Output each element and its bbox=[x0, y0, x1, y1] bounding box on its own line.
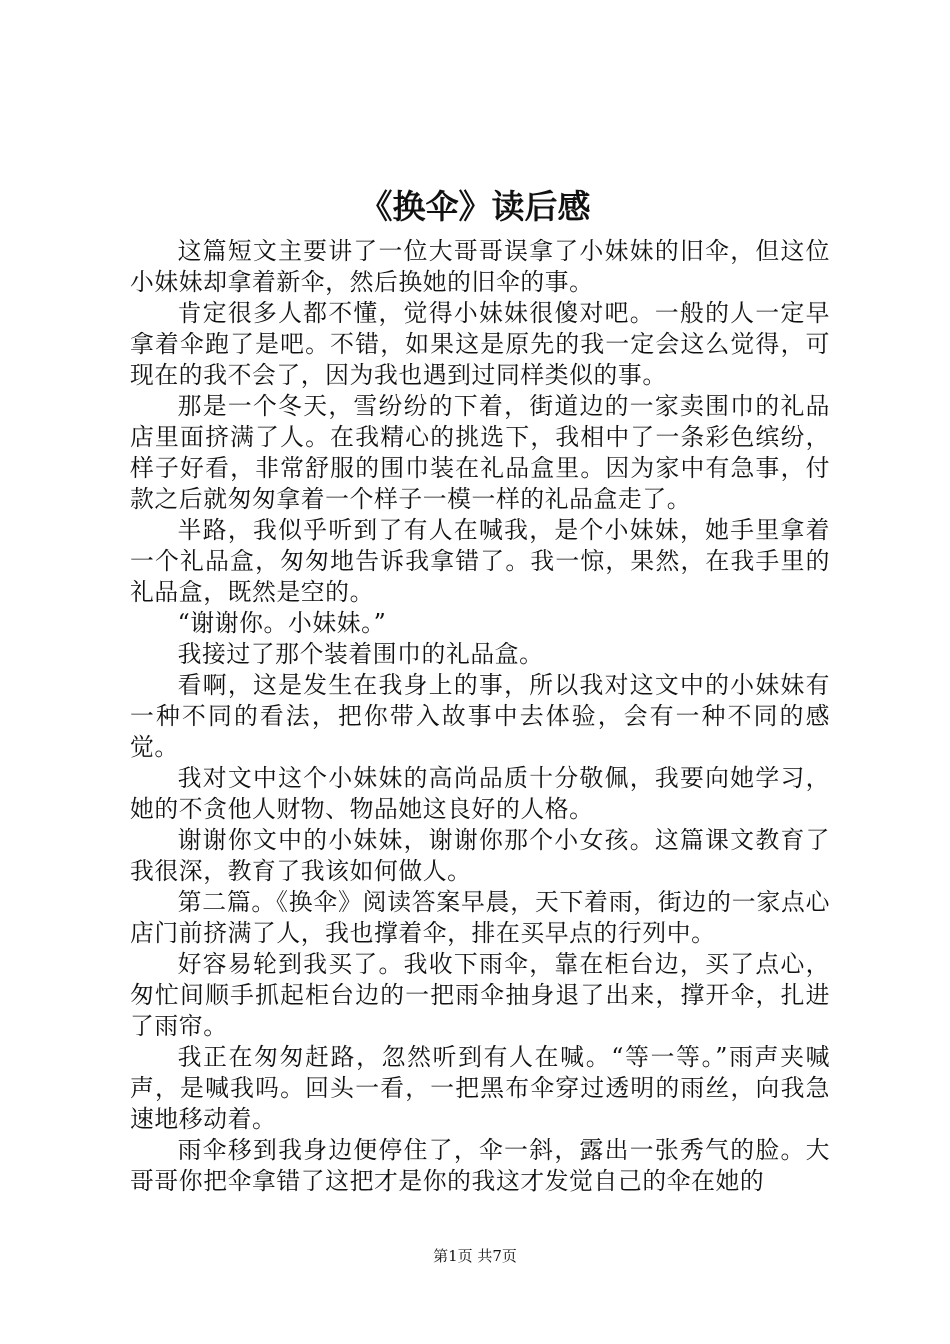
paragraph: 半路，我似乎听到了有人在喊我，是个小妹妹，她手里拿着一个礼品盒，匆匆地告诉我拿错了。我一惊，果然，在我手里的礼品盒，既然是空的。 bbox=[130, 516, 830, 606]
paragraph: 肯定很多人都不懂，觉得小妹妹很傻对吧。一般的人一定早拿着伞跑了是吧。不错，如果这是原先的我一定会这么觉得，可现在的我不会了，因为我也遇到过同样类似的事。 bbox=[130, 299, 830, 389]
paragraph: 好容易轮到我买了。我收下雨伞，靠在柜台边，买了点心，匆忙间顺手抓起柜台边的一把雨伞抽身退了出来，撑开伞，扎进了雨帘。 bbox=[130, 950, 830, 1040]
document-title: 《换伞》读后感 bbox=[359, 187, 591, 226]
paragraph: 我对文中这个小妹妹的高尚品质十分敬佩，我要向她学习，她的不贪他人财物、物品她这良好的人格。 bbox=[130, 764, 830, 823]
document-body bbox=[130, 236, 830, 1197]
paragraph: 谢谢你文中的小妹妹，谢谢你那个小女孩。这篇课文教育了我很深，教育了我该如何做人。 bbox=[130, 826, 830, 885]
paragraph: 那是一个冬天，雪纷纷的下着，街道边的一家卖围巾的礼品店里面挤满了人。在我精心的挑选下，我相中了一条彩色缤纷，样子好看，非常舒服的围巾装在礼品盒里。因为家中有急事，付款之后就匆匆拿着一个样子一模一样的礼品盒走了。 bbox=[130, 392, 830, 513]
paragraph: 看啊，这是发生在我身上的事，所以我对这文中的小妹妹有一种不同的看法，把你带入故事中去体验，会有一种不同的感觉。 bbox=[130, 671, 830, 761]
paragraph: 第二篇。《换伞》阅读答案早晨，天下着雨，街边的一家点心店门前挤满了人，我也撑着伞，排在买早点的行列中。 bbox=[130, 888, 830, 947]
paragraph: 我接过了那个装着围巾的礼品盒。 bbox=[177, 640, 544, 668]
paragraph: “谢谢你。小妹妹。” bbox=[177, 609, 387, 637]
paragraph: 这篇短文主要讲了一位大哥哥误拿了小妹妹的旧伞，但这位小妹妹却拿着新伞，然后换她的旧伞的事。 bbox=[130, 237, 830, 296]
paragraph: 我正在匆匆赶路，忽然听到有人在喊。“等一等。”雨声夹喊声，是喊我吗。回头一看，一把黑布伞穿过透明的雨丝，向我急速地移动着。 bbox=[130, 1043, 830, 1133]
page-number-footer: 第1页 共7页 bbox=[433, 1247, 517, 1265]
paragraph: 雨伞移到我身边便停住了，伞一斜，露出一张秀气的脸。大哥哥你把伞拿错了这把才是你的我这才发觉自己的伞在她的 bbox=[130, 1136, 830, 1195]
